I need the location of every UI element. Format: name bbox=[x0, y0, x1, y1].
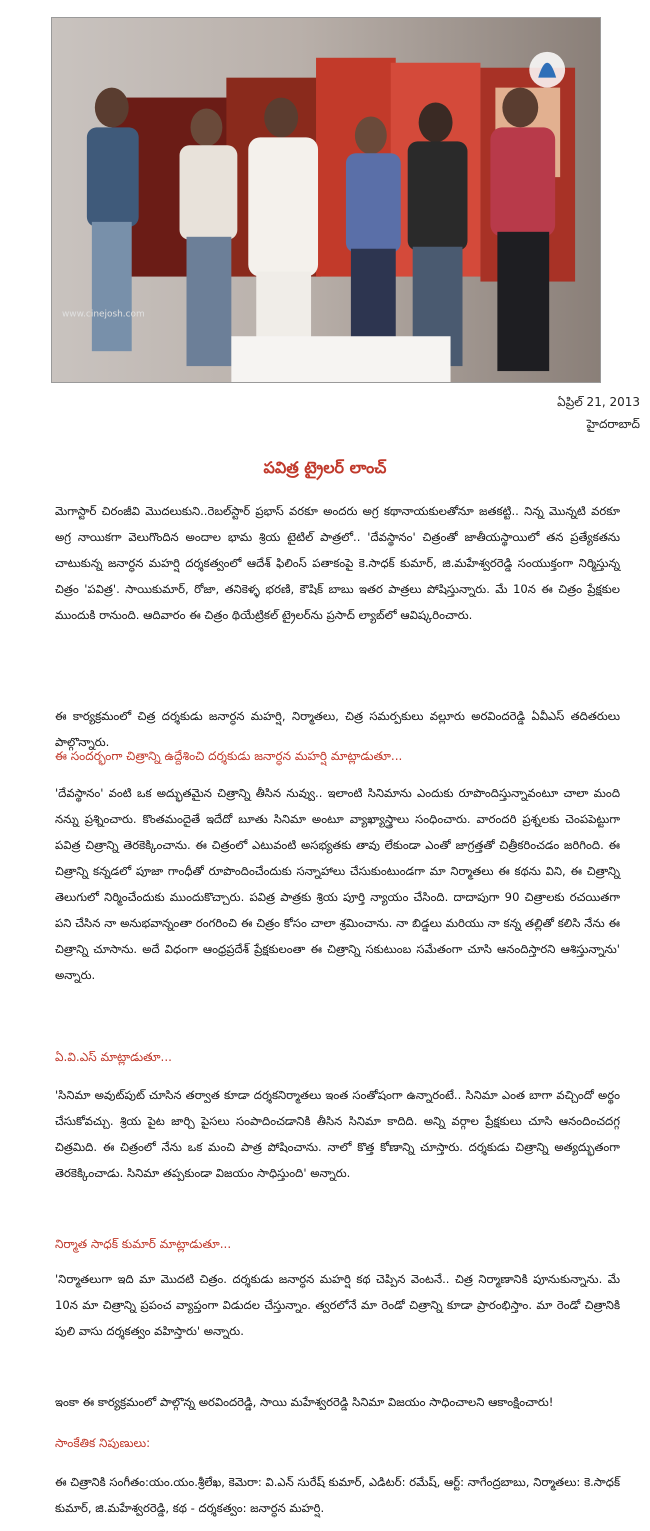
paragraph-credits: ఈ చిత్రానికి సంగీతం:యం.యం.శ్రీలేఖ, కెమెరా: వి.ఎన్ సురేష్ కుమార్, ఎడిటర్: రమేష్, ఆర్ట్: నాగేంద్రబాబు, నిర్మాతలు: కె.సాధక్ కుమార్, జి.మహేశ్వరరెడ్డి, కథ - దర్శకత్వం: జనార్ధన మహర్షి. bbox=[55, 1475, 620, 1515]
paragraph-director-quote: 'దేవస్థానం' వంటి ఒక అద్భుతమైన చిత్రాన్ని తీసిన నువ్వు.. ఇలాంటి సినిమాను ఎందుకు రూపొందిస్తున్నావంటూ చాలా మంది నన్ను ప్రశ్నించారు. కొంతమందైతే ఇదేదో బూతు సినిమా అంటూ వ్యాఖ్యాస్త్రాలు సంధించారు. వారందరి ప్రశ్నలకు చెంపపెట్టుగా పవిత్ర చిత్రాన్ని తెరకెక్కించాను. ఈ చిత్రంలో ఎటువంటి అసభ్యతకు తావు లేకుండా ఎంతో జాగ్రత్తతో చిత్రీకరించడం జరిగింది. ఈ చిత్రాన్ని కన్నడలో పూజా గాంధీతో రూపొందించేందుకు సన్నాహాలు చేసుకుంటుండగా మా నిర్మాతలు ఈ కథను విని, ఈ చిత్రాన్ని తెలుగులో నిర్మించేందుకు ముందుకొచ్చారు. పవిత్ర పాత్రకు శ్రియ పూర్తి న్యాయం చేసింది. దాదాపుగా 90 చిత్రాలకు రచయితగా పని చేసిన నా అనుభవాన్నంతా రంగరించి ఈ చిత్రం కోసం చాలా శ్రమించాను. నా బిడ్డలు మరియు నా కన్న తల్లితో కలిసి నేను ఈ చిత్రాన్ని చూసాను. అదే విధంగా ఆంధ్రప్రదేశ్ ప్రేక్షకులంతా ఈ చిత్రాన్ని సకుటుంబ సమేతంగా చూసి ఆనందిస్తారని ఆశిస్తున్నాను' అన్నారు. bbox=[55, 786, 620, 982]
article-date: ఏప్రిల్ 21, 2013 bbox=[557, 395, 640, 409]
paragraph-intro: మెగాస్టార్ చిరంజీవి మొదలుకుని..రెబల్‌స్టార్ ప్రభాస్ వరకూ అందరు అగ్ర కథానాయకులతోనూ జతకట్టి.. నిన్న మొన్నటి వరకూ అగ్ర నాయికగా వెలుగొందిన అందాల భామ శ్రియ టైటిల్ పాత్రలో.. 'దేవస్థానం' చిత్రంతో జాతీయస్థాయిలో తన ప్రత్యేకతను చాటుకున్న జనార్ధన మహర్షి దర్శకత్వంలో ఆదేశ్ ఫిలింస్ పతాకంపై కె.సాధక్ కుమార్, జి.మహేశ్వరరెడ్డి సంయుక్తంగా నిర్మిస్తున్న చిత్రం 'పవిత్ర'. సాయికుమార్, రోజా, తనికెళ్ళ భరణి, కౌషిక్ బాబు ఇతర పాత్రలు పోషిస్తున్నారు. మే 10న ఈ చిత్రం ప్రేక్షకుల ముందుకి రానుంది. ఆదివారం ఈ చిత్రం థియేట్రికల్ ట్రైలర్‌ను ప్రసాద్ ల్యాబ్‌లో ఆవిష్కరించారు. bbox=[55, 504, 620, 622]
subhead-technicians: సాంకేతిక నిపుణులు: bbox=[55, 1436, 151, 1450]
paragraph-producer-quote: 'నిర్మాతలుగా ఇది మా మొదటి చిత్రం. దర్శకుడు జనార్ధన మహర్షి కథ చెప్పిన వెంటనే.. చిత్ర నిర్మాణానికి పూనుకున్నాను. మే 10న మా చిత్రాన్ని ప్రపంచ వ్యాప్తంగా విడుదల చేస్తున్నాం. త్వరలోనే మా రెండో చిత్రాన్ని కూడా ప్రారంభిస్తాం. మా రెండో చిత్రానికి పులి వాసు దర్శకత్వం వహిస్తారు' అన్నారు. bbox=[55, 1272, 620, 1338]
event-photo bbox=[51, 17, 601, 383]
article-headline: పవిత్ర ట్రైలర్ లాంచ్ bbox=[263, 458, 387, 477]
photo-watermark: www.cinejosh.com bbox=[61, 309, 145, 320]
paragraph-avs-quote: 'సినిమా అవుట్‌పుట్ చూసిన తర్వాత కూడా దర్శకనిర్మాతలు ఇంత సంతోషంగా ఉన్నారంటే.. సినిమా ఎంత బాగా వచ్చిందో అర్థం చేసుకోవచ్చు. శ్రియ పైట జార్చి పైసలు సంపాదించడానికి తీసిన సినిమా కాదిది. అన్ని వర్గాల ప్రేక్షకులు చూసి ఆనందించదగ్గ చిత్రమిది. ఈ చిత్రంలో నేను ఒక మంచి పాత్ర పోషించాను. నాలో కొత్త కోణాన్ని చూస్తారు. దర్శకుడు చిత్రాన్ని అత్యద్భుతంగా తెరకెక్కించాడు. సినిమా తప్పకుండా విజయం సాధిస్తుంది' అన్నారు. bbox=[55, 1088, 620, 1180]
article-place: హైదరాబాద్ bbox=[586, 417, 640, 431]
paragraph-attendees: ఈ కార్యక్రమంలో చిత్ర దర్శకుడు జనార్ధన మహర్షి, నిర్మాతలు, చిత్ర సమర్పకులు వల్లూరు అరవిందరెడ్డి ఏవీఎస్ తదితరులు పాల్గొన్నారు. bbox=[55, 709, 620, 749]
event-photo-illustration bbox=[52, 18, 600, 382]
subhead-director: ఈ సందర్భంగా చిత్రాన్ని ఉద్దేశించి దర్శకుడు జనార్ధన మహర్షి మాట్లాడుతూ... bbox=[55, 749, 403, 763]
subhead-avs: ఏ.వి.ఎస్ మాట్లాడుతూ... bbox=[55, 1050, 172, 1064]
paragraph-wishes: ఇంకా ఈ కార్యక్రమంలో పాల్గొన్న అరవిందరెడ్డి, సాయి మహేశ్వరరెడ్డి సినిమా విజయం సాధించాలని ఆకాంక్షించారు! bbox=[55, 1395, 554, 1409]
subhead-producer: నిర్మాత సాధక్ కుమార్ మాట్లాడుతూ... bbox=[55, 1237, 232, 1251]
